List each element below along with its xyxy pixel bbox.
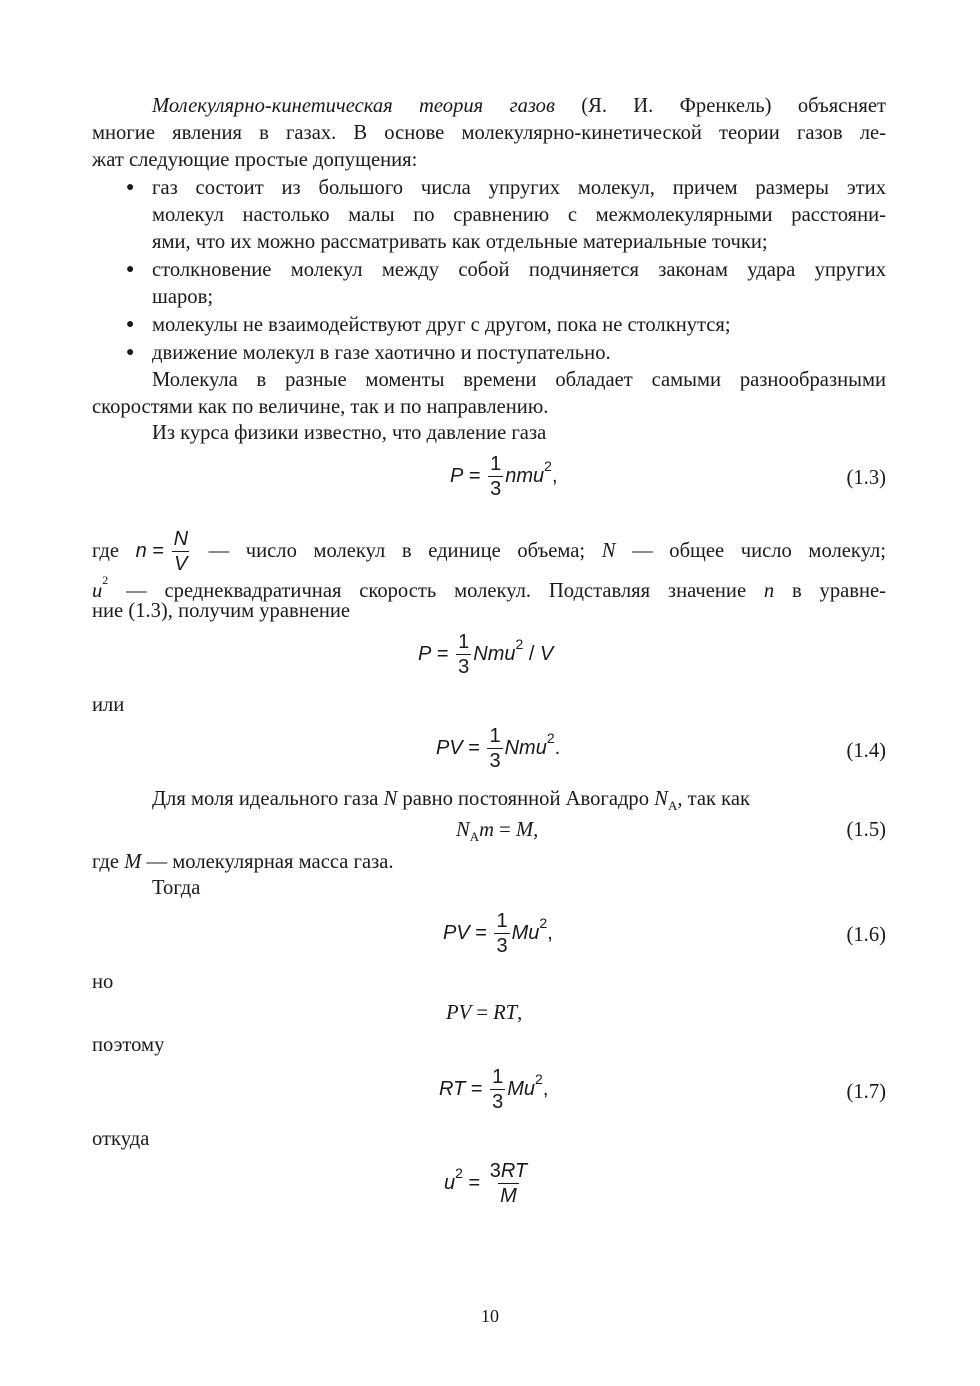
bullet-1-line3: ями, что их можно рассматривать как отдельные материальные точки; [152, 231, 768, 253]
equation-u2: $u^2$ = $\frac{3RT}{M}$ [444, 1160, 528, 1207]
line-eq: ние (1.3), получим уравнение [92, 600, 351, 622]
para1-line1-tail: (Я. И. Френкель) объясняет [581, 95, 886, 117]
equation-1-3: P = $\frac{1}{3}$ nmu$^2$, [450, 453, 558, 500]
equation-label-1-6: (1.6) [846, 924, 886, 946]
line-M: где M — молекулярная масса газа. [92, 851, 394, 873]
def-n-line: где n = $\frac{N}{V}$ — число молекул в единице объема; N — общее число молекул; [92, 528, 887, 575]
para1-line2: многие явления в газах. В основе молекулярно-кинетической теории газов ле- [92, 122, 886, 144]
equation-label-1-5: (1.5) [846, 819, 886, 841]
u2-line: $u^2$ — среднеквадратичная скорость молекул. Подставляя значение n в уравне- [92, 573, 887, 602]
bullet-1-dot: ● [126, 180, 135, 195]
bullet-2-dot: ● [126, 262, 135, 277]
bullet-4-line1: движение молекул в газе хаотично и поступательно. [152, 342, 611, 364]
word-then: Тогда [152, 877, 201, 899]
bullet-2-line2: шаров; [152, 286, 214, 308]
bullet-1-line2: молекул настолько малы по сравнению с межмолекулярными расстояни- [152, 204, 886, 226]
fraction-n: n = $\frac{N}{V}$ [135, 528, 189, 575]
equation-1-4: PV = $\frac{1}{3}$ Nmu$^2$. [436, 725, 561, 772]
bullet-3-line1: молекулы не взаимодействуют друг с другом, пока не столкнутся; [152, 314, 731, 336]
equation-1-6: PV = $\frac{1}{3}$ Mu$^2$, [443, 910, 553, 957]
equation-1-7: RT = $\frac{1}{3}$ Mu$^2$, [439, 1066, 549, 1113]
equation-label-1-4: (1.4) [846, 740, 886, 762]
word-or: или [92, 694, 125, 716]
equation-pv-intermediate: P = $\frac{1}{3}$ Nmu$^2$ / V [418, 631, 554, 678]
para1-line1 [152, 93, 886, 119]
equation-1-5: $N_Am = M$, [456, 819, 539, 845]
bullet-2-line1: столкновение молекул между собой подчиняется законам удара упругих [152, 259, 886, 281]
equation-label-1-7: (1.7) [846, 1081, 886, 1103]
para3: Из курса физики известно, что давление газа [152, 422, 547, 444]
para2-line1: Молекула в разные моменты времени обладает самыми разнообразными [152, 369, 886, 391]
word-whence: откуда [92, 1128, 150, 1150]
word-but: но [92, 971, 114, 993]
equation-pv-rt: PV = RT, [446, 1002, 523, 1024]
page-number: 10 [481, 1306, 499, 1326]
word-therefore: поэтому [92, 1034, 165, 1056]
bullet-3-dot: ● [126, 317, 135, 332]
bullet-1-line1: газ состоит из большого числа упругих молекул, причем размеры этих [152, 177, 886, 199]
fraction: $\frac{1}{3}$ [490, 453, 502, 500]
para2-line2: скоростями как по величине, так и по направлению. [92, 396, 549, 418]
bullet-4-dot: ● [126, 345, 135, 360]
term-mkt: Молекулярно-кинетическая теория газов [152, 95, 555, 117]
para-mole: Для моля идеального газа N равно постоянной Авогадро $N_A$, так как [152, 788, 751, 814]
para1-line3: жат следующие простые допущения: [92, 149, 418, 171]
equation-label-1-3: (1.3) [846, 467, 886, 489]
